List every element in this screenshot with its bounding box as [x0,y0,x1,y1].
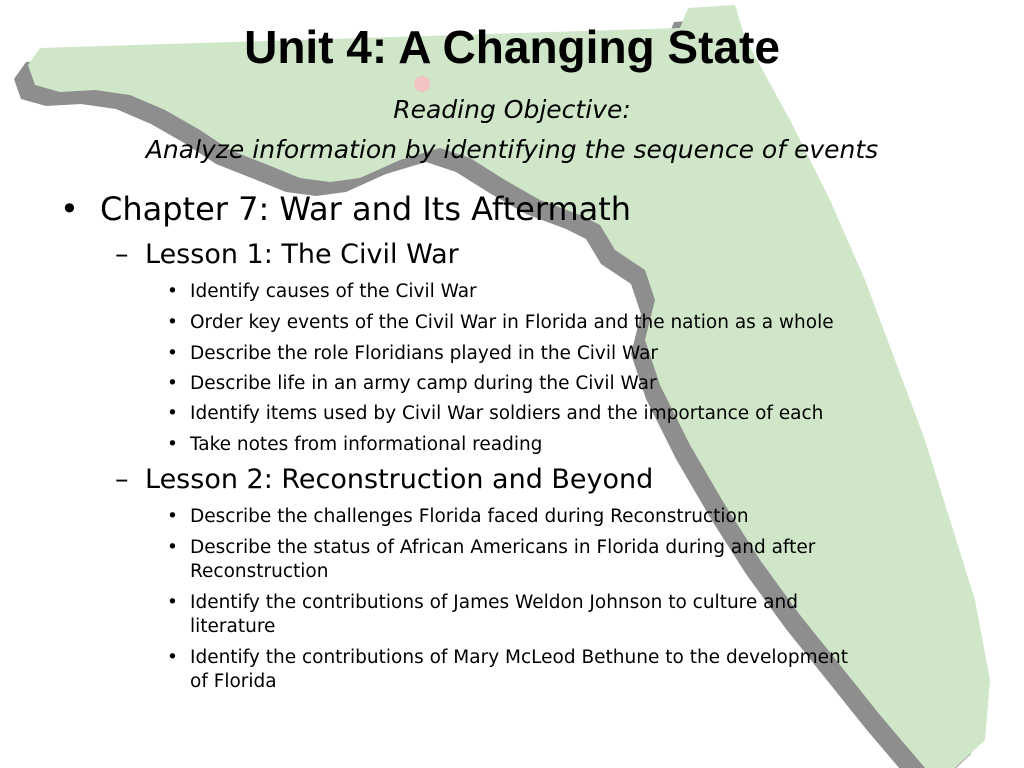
list-item [167,402,824,426]
bullet-marker: • [167,506,178,527]
list-item [167,342,659,366]
list-item [167,372,657,396]
bullet-marker: • [167,434,178,455]
bullet-marker: • [167,537,178,558]
bullet-marker: • [167,403,178,424]
list-item-text-continued: literature [190,616,276,638]
list-item-text-continued: of Florida [190,671,277,693]
list-item-text: Identify the contributions of Mary McLeod Bethune to the development [190,647,848,668]
lesson-2-title: Lesson 2: Reconstruction and Beyond [145,464,654,495]
list-item [167,646,848,694]
list-item-text: Describe the role Floridians played in the Civil War [190,343,659,364]
bullet-marker: • [167,281,178,302]
list-item [167,505,749,529]
bullet-marker: • [167,312,178,333]
bullet-marker: • [167,592,178,613]
list-item [167,311,834,335]
bullet-marker: • [167,647,178,668]
chapter-text: Chapter 7: War and Its Aftermath [100,190,632,228]
dash-marker: – [115,239,129,270]
chapter-heading [60,190,632,228]
lesson-1-title: Lesson 1: The Civil War [145,239,459,270]
list-item-text: Identify the contributions of James Weldon Johnson to culture and [190,592,798,613]
list-item-text: Order key events of the Civil War in Florida and the nation as a whole [190,312,834,333]
list-item-text: Identify items used by Civil War soldiers and the importance of each [190,403,824,424]
list-item-text: Describe life in an army camp during the Civil War [190,373,657,394]
lesson-1-heading [115,239,459,270]
list-item-text: Take notes from informational reading [190,434,543,455]
list-item-text: Identify causes of the Civil War [190,281,477,302]
list-item [167,280,477,304]
bullet-marker: • [167,373,178,394]
list-item [167,536,816,584]
bullet-marker: • [60,190,79,228]
reading-objective-label: Reading Objective: [393,95,631,124]
lesson-2-heading [115,464,654,495]
list-item-text: Describe the status of African Americans in Florida during and after [190,537,816,558]
list-item [167,433,543,457]
slide-title: Unit 4: A Changing State [244,21,780,73]
list-item-text: Describe the challenges Florida faced during Reconstruction [190,506,749,527]
dash-marker: – [115,464,129,495]
reading-objective-text: Analyze information by identifying the sequence of events [145,135,879,164]
bullet-marker: • [167,343,178,364]
list-item [167,591,798,639]
list-item-text-continued: Reconstruction [190,561,329,583]
